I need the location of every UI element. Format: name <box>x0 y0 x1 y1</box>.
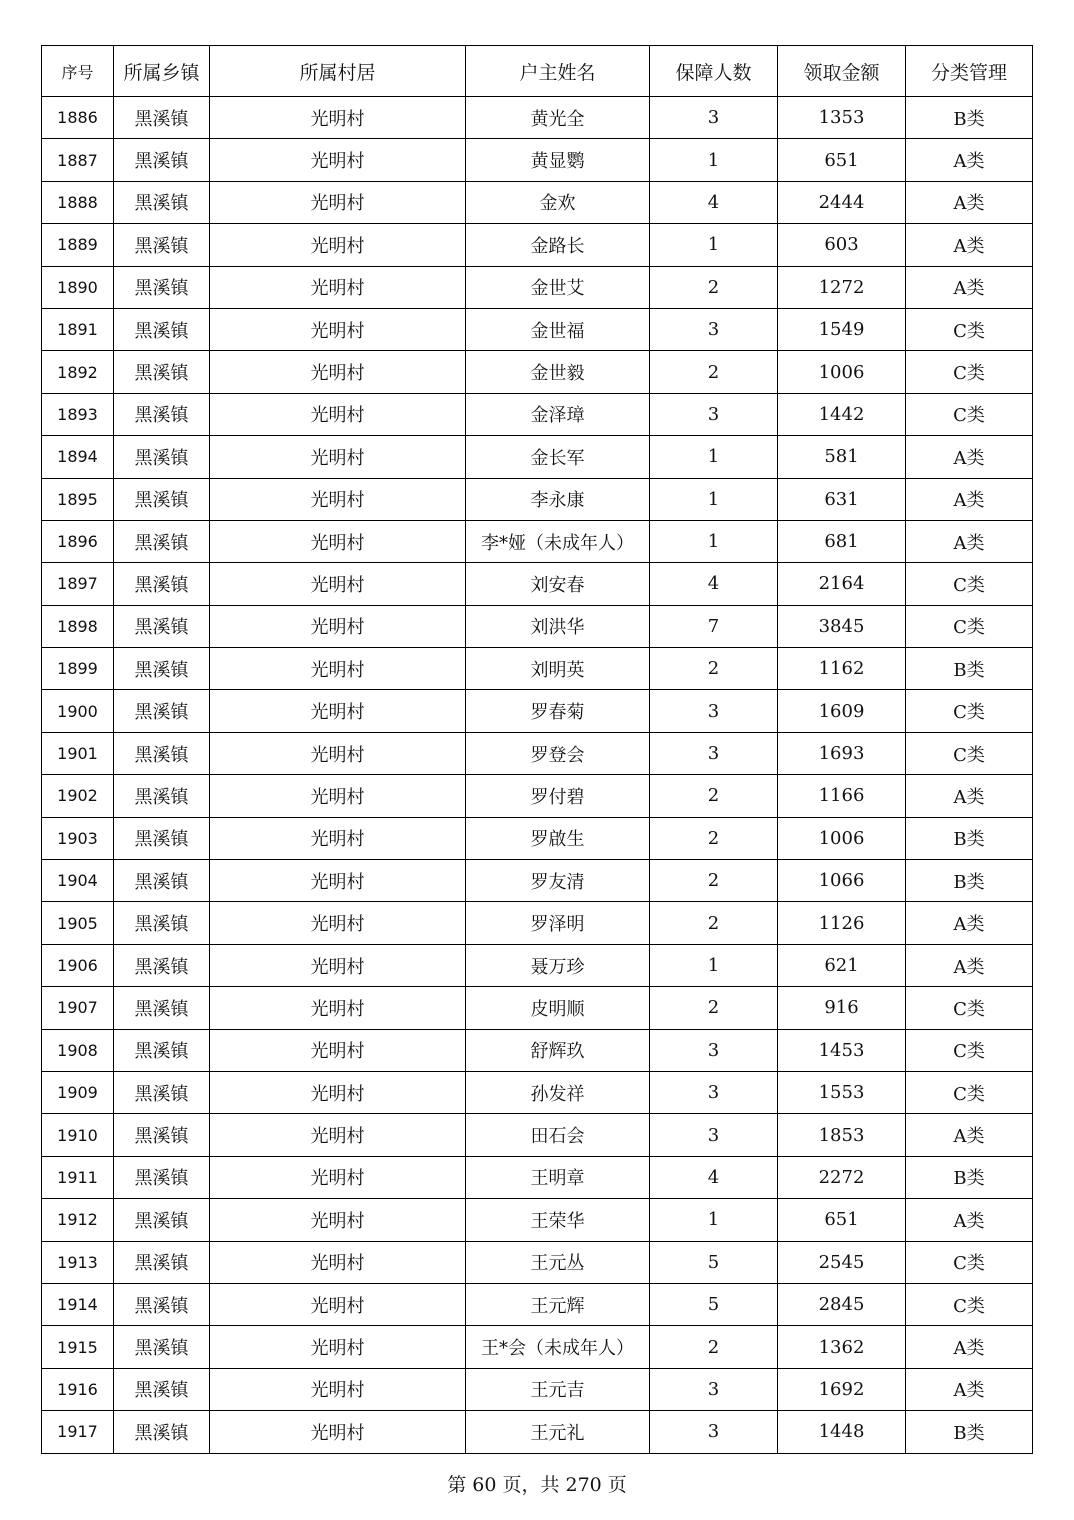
cell-people-count: 1 <box>650 224 778 266</box>
cell-village: 光明村 <box>210 266 466 308</box>
cell-village: 光明村 <box>210 1114 466 1156</box>
cell-seq: 1913 <box>42 1241 114 1283</box>
cell-village: 光明村 <box>210 860 466 902</box>
cell-village: 光明村 <box>210 393 466 435</box>
cell-town: 黑溪镇 <box>114 860 210 902</box>
cell-town: 黑溪镇 <box>114 97 210 139</box>
cell-householder: 刘洪华 <box>466 605 650 647</box>
cell-category: A类 <box>906 139 1033 181</box>
table-row <box>42 1283 1033 1325</box>
table-row <box>42 308 1033 350</box>
cell-seq: 1901 <box>42 732 114 774</box>
cell-seq: 1893 <box>42 393 114 435</box>
cell-householder: 罗付碧 <box>466 775 650 817</box>
cell-householder: 王*会（未成年人） <box>466 1326 650 1368</box>
cell-amount: 2444 <box>778 181 906 223</box>
cell-town: 黑溪镇 <box>114 1326 210 1368</box>
cell-town: 黑溪镇 <box>114 181 210 223</box>
table-row <box>42 1199 1033 1241</box>
cell-amount: 1693 <box>778 732 906 774</box>
cell-village: 光明村 <box>210 478 466 520</box>
cell-amount: 621 <box>778 944 906 986</box>
cell-amount: 1162 <box>778 648 906 690</box>
cell-town: 黑溪镇 <box>114 266 210 308</box>
cell-amount: 2164 <box>778 563 906 605</box>
table-row <box>42 902 1033 944</box>
cell-town: 黑溪镇 <box>114 1114 210 1156</box>
cell-village: 光明村 <box>210 648 466 690</box>
cell-town: 黑溪镇 <box>114 690 210 732</box>
cell-people-count: 5 <box>650 1283 778 1325</box>
table-row <box>42 605 1033 647</box>
cell-category: A类 <box>906 1326 1033 1368</box>
header-amount: 领取金额 <box>778 46 906 97</box>
cell-category: C类 <box>906 1283 1033 1325</box>
cell-seq: 1886 <box>42 97 114 139</box>
cell-category: C类 <box>906 605 1033 647</box>
cell-amount: 1549 <box>778 308 906 350</box>
cell-amount: 1609 <box>778 690 906 732</box>
cell-category: C类 <box>906 987 1033 1029</box>
cell-town: 黑溪镇 <box>114 520 210 562</box>
cell-town: 黑溪镇 <box>114 817 210 859</box>
table-row <box>42 648 1033 690</box>
cell-people-count: 2 <box>650 648 778 690</box>
table-row <box>42 224 1033 266</box>
cell-seq: 1899 <box>42 648 114 690</box>
cell-town: 黑溪镇 <box>114 1411 210 1453</box>
header-row <box>42 46 1033 97</box>
cell-seq: 1908 <box>42 1029 114 1071</box>
cell-category: C类 <box>906 308 1033 350</box>
cell-amount: 631 <box>778 478 906 520</box>
cell-amount: 1006 <box>778 817 906 859</box>
cell-seq: 1887 <box>42 139 114 181</box>
cell-householder: 聂万珍 <box>466 944 650 986</box>
cell-seq: 1898 <box>42 605 114 647</box>
cell-householder: 刘明英 <box>466 648 650 690</box>
cell-householder: 罗登会 <box>466 732 650 774</box>
cell-town: 黑溪镇 <box>114 139 210 181</box>
cell-householder: 金欢 <box>466 181 650 223</box>
cell-householder: 金世福 <box>466 308 650 350</box>
cell-town: 黑溪镇 <box>114 478 210 520</box>
table-row <box>42 1071 1033 1113</box>
cell-village: 光明村 <box>210 1368 466 1410</box>
cell-seq: 1897 <box>42 563 114 605</box>
table-row <box>42 1241 1033 1283</box>
cell-category: A类 <box>906 1114 1033 1156</box>
cell-seq: 1906 <box>42 944 114 986</box>
cell-amount: 1272 <box>778 266 906 308</box>
cell-householder: 黄光全 <box>466 97 650 139</box>
cell-householder: 舒辉玖 <box>466 1029 650 1071</box>
cell-town: 黑溪镇 <box>114 1156 210 1198</box>
cell-amount: 3845 <box>778 605 906 647</box>
cell-seq: 1900 <box>42 690 114 732</box>
cell-people-count: 2 <box>650 1326 778 1368</box>
table-row <box>42 351 1033 393</box>
cell-amount: 1353 <box>778 97 906 139</box>
cell-amount: 2545 <box>778 1241 906 1283</box>
cell-seq: 1912 <box>42 1199 114 1241</box>
cell-town: 黑溪镇 <box>114 1071 210 1113</box>
cell-people-count: 3 <box>650 1071 778 1113</box>
cell-village: 光明村 <box>210 1411 466 1453</box>
cell-people-count: 4 <box>650 181 778 223</box>
cell-village: 光明村 <box>210 944 466 986</box>
cell-category: A类 <box>906 1368 1033 1410</box>
table-row <box>42 97 1033 139</box>
cell-householder: 李永康 <box>466 478 650 520</box>
cell-town: 黑溪镇 <box>114 1199 210 1241</box>
cell-people-count: 2 <box>650 860 778 902</box>
cell-town: 黑溪镇 <box>114 944 210 986</box>
cell-village: 光明村 <box>210 902 466 944</box>
table-row <box>42 1326 1033 1368</box>
cell-town: 黑溪镇 <box>114 1283 210 1325</box>
cell-category: A类 <box>906 1199 1033 1241</box>
cell-category: A类 <box>906 902 1033 944</box>
cell-people-count: 3 <box>650 97 778 139</box>
cell-people-count: 3 <box>650 690 778 732</box>
table-row <box>42 1114 1033 1156</box>
cell-people-count: 1 <box>650 139 778 181</box>
cell-category: B类 <box>906 1411 1033 1453</box>
cell-householder: 李*娅（未成年人） <box>466 520 650 562</box>
cell-village: 光明村 <box>210 97 466 139</box>
table-row <box>42 944 1033 986</box>
cell-seq: 1911 <box>42 1156 114 1198</box>
cell-amount: 1066 <box>778 860 906 902</box>
cell-village: 光明村 <box>210 563 466 605</box>
cell-people-count: 4 <box>650 563 778 605</box>
table-row <box>42 1029 1033 1071</box>
cell-seq: 1907 <box>42 987 114 1029</box>
header-category: 分类管理 <box>906 46 1033 97</box>
cell-town: 黑溪镇 <box>114 1029 210 1071</box>
cell-village: 光明村 <box>210 224 466 266</box>
cell-seq: 1917 <box>42 1411 114 1453</box>
cell-householder: 孙发祥 <box>466 1071 650 1113</box>
cell-village: 光明村 <box>210 987 466 1029</box>
cell-seq: 1905 <box>42 902 114 944</box>
cell-householder: 王元礼 <box>466 1411 650 1453</box>
cell-category: C类 <box>906 732 1033 774</box>
cell-seq: 1914 <box>42 1283 114 1325</box>
cell-category: C类 <box>906 1071 1033 1113</box>
cell-householder: 金路长 <box>466 224 650 266</box>
cell-village: 光明村 <box>210 1156 466 1198</box>
cell-village: 光明村 <box>210 139 466 181</box>
cell-category: A类 <box>906 520 1033 562</box>
page-footer: 第 60 页，共 270 页 <box>447 1474 627 1496</box>
cell-seq: 1904 <box>42 860 114 902</box>
cell-amount: 1362 <box>778 1326 906 1368</box>
cell-amount: 1126 <box>778 902 906 944</box>
cell-amount: 916 <box>778 987 906 1029</box>
cell-amount: 1006 <box>778 351 906 393</box>
cell-householder: 黄显鹦 <box>466 139 650 181</box>
cell-seq: 1916 <box>42 1368 114 1410</box>
cell-village: 光明村 <box>210 690 466 732</box>
cell-category: C类 <box>906 690 1033 732</box>
cell-amount: 1453 <box>778 1029 906 1071</box>
cell-village: 光明村 <box>210 1199 466 1241</box>
cell-people-count: 3 <box>650 1029 778 1071</box>
cell-seq: 1895 <box>42 478 114 520</box>
cell-householder: 罗泽明 <box>466 902 650 944</box>
cell-village: 光明村 <box>210 1283 466 1325</box>
cell-category: A类 <box>906 775 1033 817</box>
cell-seq: 1909 <box>42 1071 114 1113</box>
table-row <box>42 181 1033 223</box>
cell-town: 黑溪镇 <box>114 648 210 690</box>
cell-town: 黑溪镇 <box>114 987 210 1029</box>
cell-people-count: 1 <box>650 520 778 562</box>
cell-village: 光明村 <box>210 775 466 817</box>
cell-town: 黑溪镇 <box>114 308 210 350</box>
table-row <box>42 1368 1033 1410</box>
cell-seq: 1903 <box>42 817 114 859</box>
cell-village: 光明村 <box>210 181 466 223</box>
cell-town: 黑溪镇 <box>114 1368 210 1410</box>
cell-amount: 1692 <box>778 1368 906 1410</box>
cell-amount: 1553 <box>778 1071 906 1113</box>
cell-amount: 1853 <box>778 1114 906 1156</box>
cell-seq: 1902 <box>42 775 114 817</box>
cell-householder: 王明章 <box>466 1156 650 1198</box>
header-householder: 户主姓名 <box>466 46 650 97</box>
cell-category: B类 <box>906 860 1033 902</box>
cell-category: B类 <box>906 1156 1033 1198</box>
cell-category: B类 <box>906 648 1033 690</box>
cell-householder: 王元丛 <box>466 1241 650 1283</box>
cell-category: A类 <box>906 436 1033 478</box>
cell-amount: 651 <box>778 1199 906 1241</box>
cell-town: 黑溪镇 <box>114 563 210 605</box>
cell-amount: 1448 <box>778 1411 906 1453</box>
cell-people-count: 3 <box>650 1411 778 1453</box>
cell-town: 黑溪镇 <box>114 732 210 774</box>
cell-town: 黑溪镇 <box>114 775 210 817</box>
header-seq: 序号 <box>42 46 114 97</box>
cell-category: A类 <box>906 181 1033 223</box>
header-town: 所属乡镇 <box>114 46 210 97</box>
cell-town: 黑溪镇 <box>114 605 210 647</box>
cell-householder: 罗友清 <box>466 860 650 902</box>
cell-people-count: 2 <box>650 775 778 817</box>
cell-category: C类 <box>906 563 1033 605</box>
cell-people-count: 1 <box>650 436 778 478</box>
cell-people-count: 2 <box>650 266 778 308</box>
cell-category: C类 <box>906 1241 1033 1283</box>
cell-village: 光明村 <box>210 520 466 562</box>
cell-town: 黑溪镇 <box>114 393 210 435</box>
cell-category: C类 <box>906 393 1033 435</box>
cell-people-count: 3 <box>650 308 778 350</box>
cell-householder: 刘安春 <box>466 563 650 605</box>
cell-householder: 王荣华 <box>466 1199 650 1241</box>
cell-people-count: 3 <box>650 1114 778 1156</box>
cell-amount: 1166 <box>778 775 906 817</box>
cell-seq: 1888 <box>42 181 114 223</box>
cell-amount: 2272 <box>778 1156 906 1198</box>
cell-people-count: 3 <box>650 393 778 435</box>
cell-seq: 1896 <box>42 520 114 562</box>
cell-people-count: 3 <box>650 732 778 774</box>
cell-people-count: 4 <box>650 1156 778 1198</box>
cell-householder: 王元辉 <box>466 1283 650 1325</box>
cell-village: 光明村 <box>210 817 466 859</box>
cell-seq: 1915 <box>42 1326 114 1368</box>
cell-village: 光明村 <box>210 436 466 478</box>
cell-village: 光明村 <box>210 308 466 350</box>
cell-seq: 1889 <box>42 224 114 266</box>
cell-town: 黑溪镇 <box>114 1241 210 1283</box>
relief-roster-table <box>41 45 1033 1454</box>
cell-village: 光明村 <box>210 1241 466 1283</box>
cell-people-count: 1 <box>650 478 778 520</box>
cell-people-count: 1 <box>650 944 778 986</box>
cell-seq: 1894 <box>42 436 114 478</box>
table-row <box>42 393 1033 435</box>
cell-people-count: 2 <box>650 987 778 1029</box>
cell-village: 光明村 <box>210 732 466 774</box>
cell-householder: 金长军 <box>466 436 650 478</box>
table-row <box>42 690 1033 732</box>
cell-people-count: 2 <box>650 902 778 944</box>
cell-village: 光明村 <box>210 351 466 393</box>
cell-amount: 651 <box>778 139 906 181</box>
cell-people-count: 3 <box>650 1368 778 1410</box>
cell-category: C类 <box>906 1029 1033 1071</box>
cell-householder: 罗啟生 <box>466 817 650 859</box>
table-row <box>42 817 1033 859</box>
table-row <box>42 266 1033 308</box>
table-row <box>42 563 1033 605</box>
cell-amount: 681 <box>778 520 906 562</box>
cell-category: A类 <box>906 224 1033 266</box>
cell-householder: 田石会 <box>466 1114 650 1156</box>
cell-category: A类 <box>906 944 1033 986</box>
table-body <box>42 97 1033 1454</box>
cell-people-count: 7 <box>650 605 778 647</box>
cell-amount: 1442 <box>778 393 906 435</box>
table-row <box>42 987 1033 1029</box>
table-row <box>42 139 1033 181</box>
cell-village: 光明村 <box>210 1029 466 1071</box>
cell-category: B类 <box>906 817 1033 859</box>
cell-village: 光明村 <box>210 1326 466 1368</box>
cell-householder: 王元吉 <box>466 1368 650 1410</box>
cell-seq: 1892 <box>42 351 114 393</box>
cell-householder: 皮明顺 <box>466 987 650 1029</box>
cell-category: C类 <box>906 351 1033 393</box>
cell-town: 黑溪镇 <box>114 351 210 393</box>
cell-people-count: 5 <box>650 1241 778 1283</box>
cell-people-count: 2 <box>650 817 778 859</box>
table-row <box>42 1411 1033 1453</box>
cell-category: A类 <box>906 266 1033 308</box>
table-row <box>42 732 1033 774</box>
cell-town: 黑溪镇 <box>114 436 210 478</box>
cell-village: 光明村 <box>210 1071 466 1113</box>
cell-category: A类 <box>906 478 1033 520</box>
cell-category: B类 <box>906 97 1033 139</box>
table-row <box>42 436 1033 478</box>
cell-seq: 1890 <box>42 266 114 308</box>
cell-village: 光明村 <box>210 605 466 647</box>
table-row <box>42 775 1033 817</box>
table-row <box>42 520 1033 562</box>
cell-seq: 1910 <box>42 1114 114 1156</box>
cell-town: 黑溪镇 <box>114 902 210 944</box>
cell-amount: 603 <box>778 224 906 266</box>
header-village: 所属村居 <box>210 46 466 97</box>
cell-people-count: 2 <box>650 351 778 393</box>
table-row <box>42 478 1033 520</box>
cell-householder: 金泽璋 <box>466 393 650 435</box>
cell-householder: 金世毅 <box>466 351 650 393</box>
table-row <box>42 1156 1033 1198</box>
cell-householder: 罗春菊 <box>466 690 650 732</box>
cell-town: 黑溪镇 <box>114 224 210 266</box>
cell-seq: 1891 <box>42 308 114 350</box>
cell-householder: 金世艾 <box>466 266 650 308</box>
table-header <box>42 46 1033 97</box>
cell-amount: 2845 <box>778 1283 906 1325</box>
table-row <box>42 860 1033 902</box>
cell-people-count: 1 <box>650 1199 778 1241</box>
header-people-count: 保障人数 <box>650 46 778 97</box>
cell-amount: 581 <box>778 436 906 478</box>
